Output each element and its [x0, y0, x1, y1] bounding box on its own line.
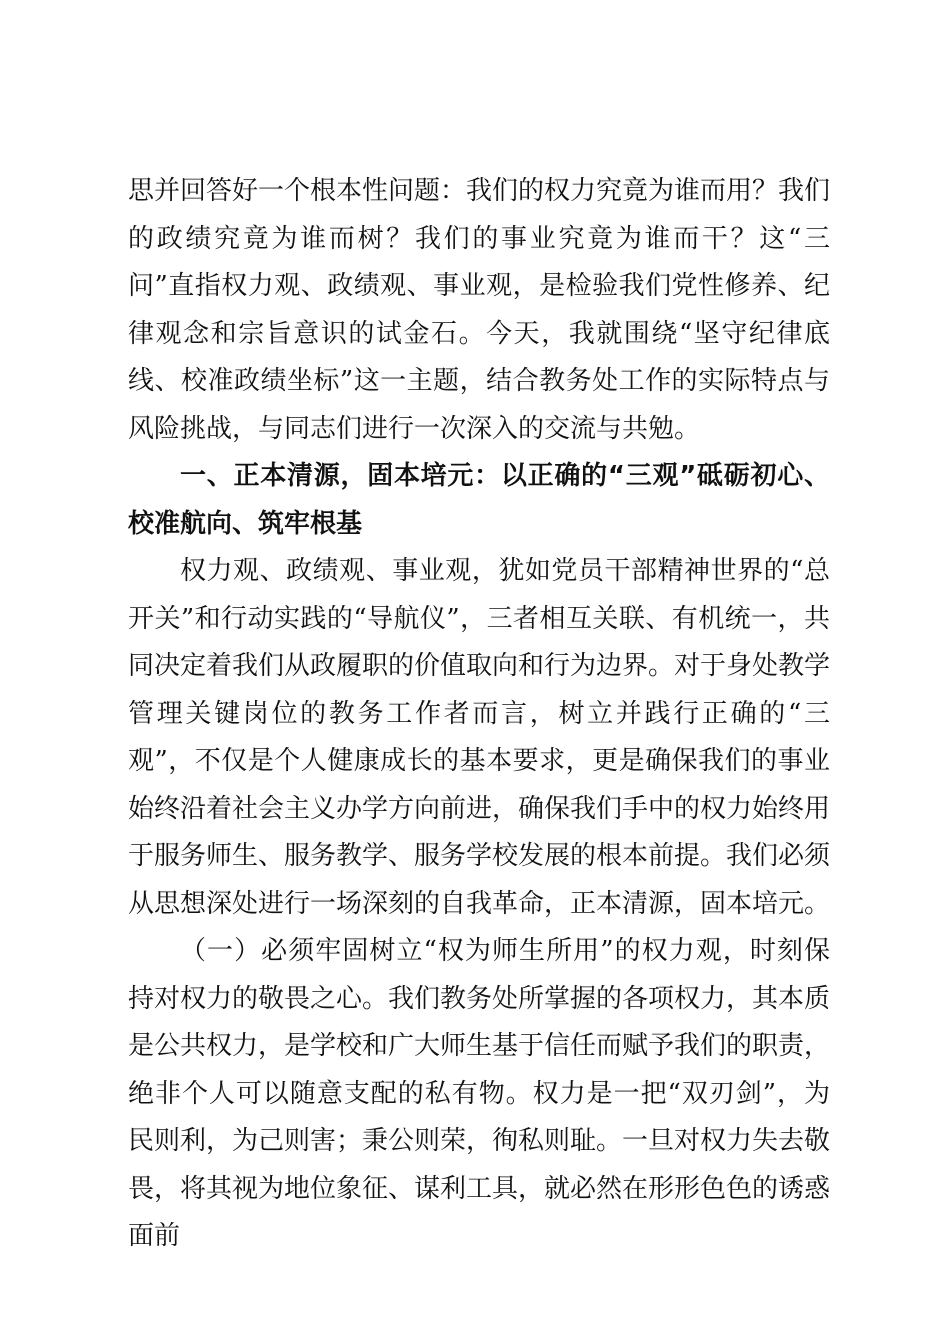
- intro-paragraph-continued: 思并回答好一个根本性问题：我们的权力究竟为谁而用？我们的政绩究竟为谁而树？我们的事业究竟为谁而干？这“三问”直指权力观、政绩观、事业观，是检验我们党性修养、纪律观念和宗旨意识的试金石。今天，我就围绕“坚守纪律底线、校准政绩坐标”这一主题，结合教务处工作的实际特点与风险挑战，与同志们进行一次深入的交流与共勉。: [128, 176, 831, 444]
- section-heading: 一、正本清源，固本培元：以正确的“三观”砥砺初心、校准航向、筑牢根基: [128, 461, 830, 539]
- document-page: [128, 168, 830, 1261]
- subsection-paragraph: （一）必须牢固树立“权为师生所用”的权力观，时刻保持对权力的敬畏之心。我们教务处所掌握的各项权力，其本质是公共权力，是学校和广大师生基于信任而赋予我们的职责，绝非个人可以随意支配的私有物。权力是一把“双刃剑”，为民则利，为己则害；秉公则荣，徇私则耻。一旦对权力失去敬畏，将其视为地位象征、谋利工具，就必然在形形色色的诱惑面前: [128, 936, 831, 1251]
- section-body-paragraph: 权力观、政绩观、事业观，犹如党员干部精神世界的“总开关”和行动实践的“导航仪”，三者相互关联、有机统一，共同决定着我们从政履职的价值取向和行为边界。对于身处教学管理关键岗位的教务工作者而言，树立并践行正确的“三观”，不仅是个人健康成长的基本要求，更是确保我们的事业始终沿着社会主义办学方向前进，确保我们手中的权力始终用于服务师生、服务教学、服务学校发展的根本前提。我们必须从思想深处进行一场深刻的自我革命，正本清源，固本培元。: [128, 556, 831, 919]
